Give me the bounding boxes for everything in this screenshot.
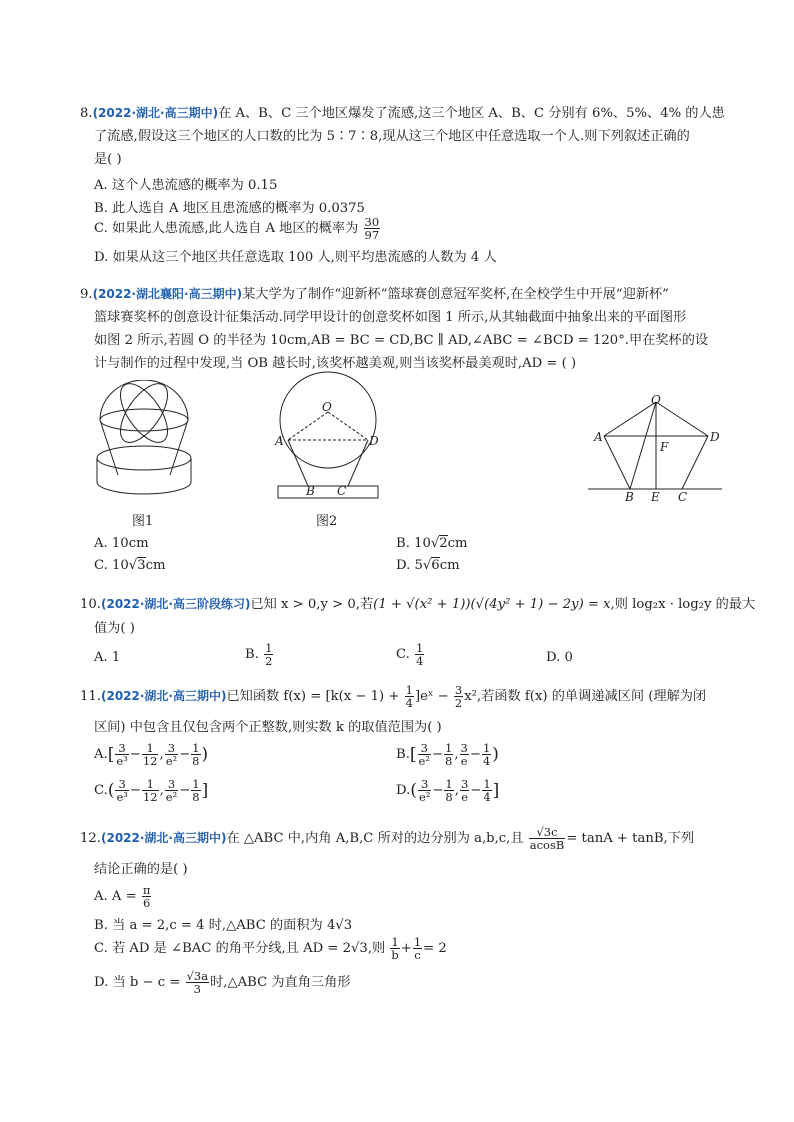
q12-c-pre: C. 若 AD 是 ∠BAC 的角平分线,且 AD = 2√3,则 (94, 941, 386, 956)
q9-number: 9. (80, 287, 93, 302)
q10-c-den: 4 (416, 654, 424, 668)
q12-c-frac-c: $\frac{1}{c}$ (413, 935, 422, 962)
q11-d-f4: $\frac{1}{4}$ (483, 777, 491, 804)
q10-b-label: B. (245, 647, 259, 662)
q11-number: 11. (80, 689, 101, 704)
trophy-base-top (97, 446, 191, 470)
q9-source: (2022·湖北襄阳·高三期中) (92, 287, 243, 301)
q12-stem-frac-num: √3c (529, 826, 566, 839)
q12-number: 12. (80, 831, 101, 846)
q8-c-num: 30 (364, 215, 380, 229)
q11-option-b[interactable]: B.[ $\frac{3}{\text{e²}}$ − $\frac{1}{8}$ , $\frac{3}{e}$ − $\frac{1}{4}$ ) (396, 741, 499, 768)
fig3-label-F: F (660, 440, 669, 454)
q8-stem-line3: 是( ) (94, 152, 122, 167)
q9-d-sqrt-sign: √ (422, 558, 432, 573)
q9-d-pre: D. 5 (396, 558, 423, 573)
q12-c-frac-b: $\frac{1}{b}$ (391, 935, 399, 962)
q11-a-f4: $\frac{1}{8}$ (192, 741, 200, 768)
q9-figure3-diagram (584, 392, 724, 498)
q10-stem-expr: (1 + √(x² + 1))(√(4y² + 1) − 2y) = x (373, 597, 611, 612)
q8-option-d[interactable]: D. 如果从这三个地区共任意选取 100 人,则平均患流感的人数为 4 人 (94, 250, 497, 265)
q8-number: 8. (80, 106, 93, 121)
q11-line1 (80, 684, 706, 709)
q10-number: 10. (80, 597, 101, 612)
q12-stem-frac (529, 826, 566, 851)
trophy-base-bottom (97, 482, 191, 494)
q12-stem-pre: 在 △ABC 中,内角 A,B,C 所对的边分别为 a,b,c,且 (226, 831, 524, 846)
q12-source: (2022·湖北·高三期中) (100, 831, 227, 845)
q11-a-bracket-close: ) (201, 744, 209, 765)
q12-stem-frac-den: acosB (529, 838, 565, 852)
q8-option-b[interactable]: B. 此人选自 A 地区且患流感的概率为 0.0375 (94, 201, 365, 216)
q9-b-sqrt-sign: √ (430, 536, 440, 551)
fig2-label-B: B (306, 484, 315, 498)
q8-option-c-fraction (364, 216, 381, 241)
q8-option-c[interactable] (94, 216, 381, 241)
q10-b-num: 1 (265, 641, 273, 655)
q9-c-unit: cm (145, 558, 166, 573)
q11-b-bracket-close: ) (492, 744, 499, 765)
q11-b-f1: $\frac{3}{\text{e²}}$ (418, 741, 430, 768)
q12-a-pre: A. A = (94, 889, 137, 904)
q11-f32-num: 3 (454, 683, 463, 697)
q8-option-c-text: C. 如果此人患流感,此人选自 A 地区的概率为 (94, 221, 359, 236)
q8-c-den: 97 (364, 228, 380, 242)
q10-stem-post: ,则 log₂x · log₂y 的最大 (610, 597, 756, 612)
trophy-sphere-top (100, 380, 188, 420)
q11-b-f3: $\frac{3}{e}$ (460, 741, 468, 768)
q12-d-post: 时,△ABC 为直角三角形 (210, 975, 351, 990)
q11-c-label: C. (94, 783, 108, 798)
q12-a-num: π (142, 883, 151, 897)
q11-fq-den: 4 (405, 696, 413, 710)
q11-a-f3: $\frac{3}{\text{e²}}$ (165, 741, 178, 768)
q9-stem-line2: 篮球赛奖杯的创意设计征集活动.同学甲设计的创意奖杯如图 1 所示,从其轴截面中抽象出来的平面图形 (94, 310, 687, 325)
q10-option-a[interactable]: A. 1 (94, 650, 121, 665)
fig2-label-A: A (275, 434, 284, 448)
q9-stem-line1: 某大学为了制作“迎新杯”篮球赛创意冠军奖杯,在全校学生中开展“迎新杯” (242, 287, 669, 302)
q10-c-frac (415, 642, 424, 667)
q9-fig1-caption: 图1 (132, 514, 154, 529)
q9-stem-line4: 计与制作的过程中发现,当 OB 越长时,该奖杯越美观,则当该奖杯最美观时,AD = ( ) (94, 356, 577, 371)
q8-stem-line1: 在 A、B、C 三个地区爆发了流感,这三个地区 A、B、C 分别有 6%、5%、4% 的人患 (218, 106, 725, 121)
q12-option-a[interactable] (94, 884, 152, 909)
q12-d-num: √3a (186, 969, 209, 983)
q9-b-pre: B. 10 (396, 536, 431, 551)
q11-source: (2022·湖北·高三期中) (100, 689, 227, 703)
q12-d-den: 3 (193, 982, 201, 996)
q10-source: (2022·湖北·高三阶段练习) (100, 597, 251, 611)
q12-option-b[interactable]: B. 当 a = 2,c = 4 时,△ABC 的面积为 4√3 (94, 918, 353, 933)
fig2-base-rect (278, 486, 378, 498)
q11-b-label: B. (396, 747, 410, 762)
fig2-label-O: O (322, 400, 332, 414)
q9-line1 (80, 283, 669, 302)
q9-b-rad: 2 (439, 536, 448, 551)
q12-option-d[interactable] (94, 970, 350, 995)
q11-b-f2: $\frac{1}{8}$ (445, 741, 453, 768)
q11-a-label: A. (94, 747, 108, 762)
q12-d-frac (186, 970, 210, 995)
q12-d-pre: D. 当 b − c = (94, 975, 181, 990)
q9-b-unit: cm (447, 536, 468, 551)
q11-stem-line2: 区间) 中包含且仅包含两个正整数,则实数 k 的取值范围为( ) (94, 720, 442, 735)
q11-a-f1: $\frac{3}{\text{e³}}$ (116, 741, 128, 768)
fig3-label-A: A (594, 430, 603, 444)
q9-c-sqrt-sign: √ (128, 558, 138, 573)
q11-b-f4: $\frac{1}{4}$ (482, 741, 491, 768)
q11-d-bracket-open: ( (410, 780, 417, 801)
q11-c-f4: $\frac{1}{8}$ (192, 777, 200, 804)
q11-c-bracket-close: ] (201, 780, 209, 801)
q11-c-bracket-open: ( (107, 780, 115, 801)
fig3-label-O: O (651, 393, 661, 407)
q11-c-f3: $\frac{3}{\text{e²}}$ (165, 777, 178, 804)
q8-option-a[interactable]: A. 这个人患流感的概率为 0.15 (94, 178, 278, 193)
q11-d-f1: $\frac{3}{\text{e²}}$ (418, 777, 431, 804)
q11-c-f2: $\frac{1}{12}$ (142, 777, 158, 804)
q9-option-a[interactable]: A. 10cm (94, 536, 149, 551)
q9-figure1-trophy (88, 380, 200, 506)
q11-option-a[interactable]: A.[ $\frac{3}{\text{e³}}$ − $\frac{1}{12}$ , $\frac{3}{\text{e²}}$ − $\frac{1}{8}$ ) (94, 741, 209, 768)
q9-d-rad: 6 (431, 558, 440, 573)
q10-option-c[interactable] (396, 642, 425, 667)
q9-d-unit: cm (439, 558, 460, 573)
q10-option-b[interactable] (245, 642, 274, 667)
q10-c-label: C. (396, 647, 410, 662)
fig3-label-E: E (651, 490, 660, 504)
q11-d-f3: $\frac{3}{e}$ (460, 777, 469, 804)
q11-option-c[interactable]: C.( $\frac{3}{\text{e³}}$ − $\frac{1}{12}$ , $\frac{3}{\text{e²}}$ − $\frac{1}{8}$ ] (94, 777, 209, 804)
q11-d-f2: $\frac{1}{8}$ (445, 777, 453, 804)
fig3-label-C: C (678, 490, 688, 504)
q9-figure2-section (268, 366, 384, 506)
q10-stem-pre: 已知 x > 0,y > 0,若 (250, 597, 374, 612)
q11-stem-post: x²,若函数 f(x) 的单调递减区间 (理解为闭 (464, 689, 707, 704)
q12-c-post: = 2 (423, 941, 447, 956)
q9-c-pre: C. 10 (94, 558, 129, 573)
q11-a-f2: $\frac{1}{12}$ (142, 741, 158, 768)
fig3-label-D: D (710, 430, 720, 444)
q12-line1 (80, 826, 694, 851)
q12-option-c[interactable]: C. 若 AD 是 ∠BAC 的角平分线,且 AD = 2√3,则 $\frac{1}{b}$ + $\frac{1}{c}$ = 2 (94, 935, 447, 962)
q9-stem-line3: 如图 2 所示,若圆 O 的半径为 10cm,AB = BC = CD,BC ∥ AD,∠ABC = ∠BCD = 120°.甲在奖杯的设 (94, 333, 709, 348)
q10-b-den: 2 (265, 654, 273, 668)
q11-stem-pre: 已知函数 f(x) = [k(x − 1) + (226, 689, 400, 704)
q9-option-d[interactable] (396, 558, 460, 573)
q9-option-c[interactable] (94, 558, 166, 573)
q12-a-frac (142, 884, 152, 909)
q11-a-bracket-open: [ (107, 744, 115, 765)
q11-f32-den: 2 (454, 696, 463, 710)
q9-option-b[interactable] (396, 536, 468, 551)
q9-c-rad: 3 (137, 558, 146, 573)
q11-option-d[interactable]: D.( $\frac{3}{\text{e²}}$ − $\frac{1}{8}$ , $\frac{3}{e}$ − $\frac{1}{4}$ ] (396, 777, 500, 804)
q11-stem-mid: ]eˣ − (414, 689, 449, 704)
q10-line1 (80, 593, 755, 612)
q12-a-den: 6 (143, 896, 151, 910)
q11-b-bracket-open: [ (409, 744, 417, 765)
trophy-rim-ellipse (100, 409, 188, 431)
q11-frac-3-2 (454, 684, 463, 709)
q10-option-d[interactable]: D. 0 (546, 650, 573, 665)
q11-fq-num: 1 (405, 683, 413, 697)
fig2-label-C: C (337, 484, 347, 498)
fig2-label-D: D (369, 434, 379, 448)
q8-stem-line2: 了流感,假设这三个地区的人口数的比为 5∶7∶8,现从这三个地区中任意选取一个人.则下列叙述正确的 (94, 129, 690, 144)
q12-stem-line2: 结论正确的是( ) (94, 862, 188, 877)
q8-line1 (80, 102, 725, 121)
q11-d-bracket-close: ] (492, 780, 500, 801)
q9-fig2-caption: 图2 (316, 514, 338, 529)
fig3-label-B: B (625, 490, 634, 504)
q8-source: (2022·湖北·高三期中) (92, 106, 219, 120)
q10-stem-line2: 值为( ) (94, 621, 135, 636)
q10-b-frac (264, 642, 273, 667)
q11-d-label: D. (396, 783, 411, 798)
q10-c-num: 1 (416, 641, 424, 655)
q11-frac-quarter (405, 684, 414, 709)
q12-stem-post: = tanA + tanB,下列 (566, 831, 695, 846)
q11-c-f1: $\frac{3}{\text{e³}}$ (116, 777, 128, 804)
